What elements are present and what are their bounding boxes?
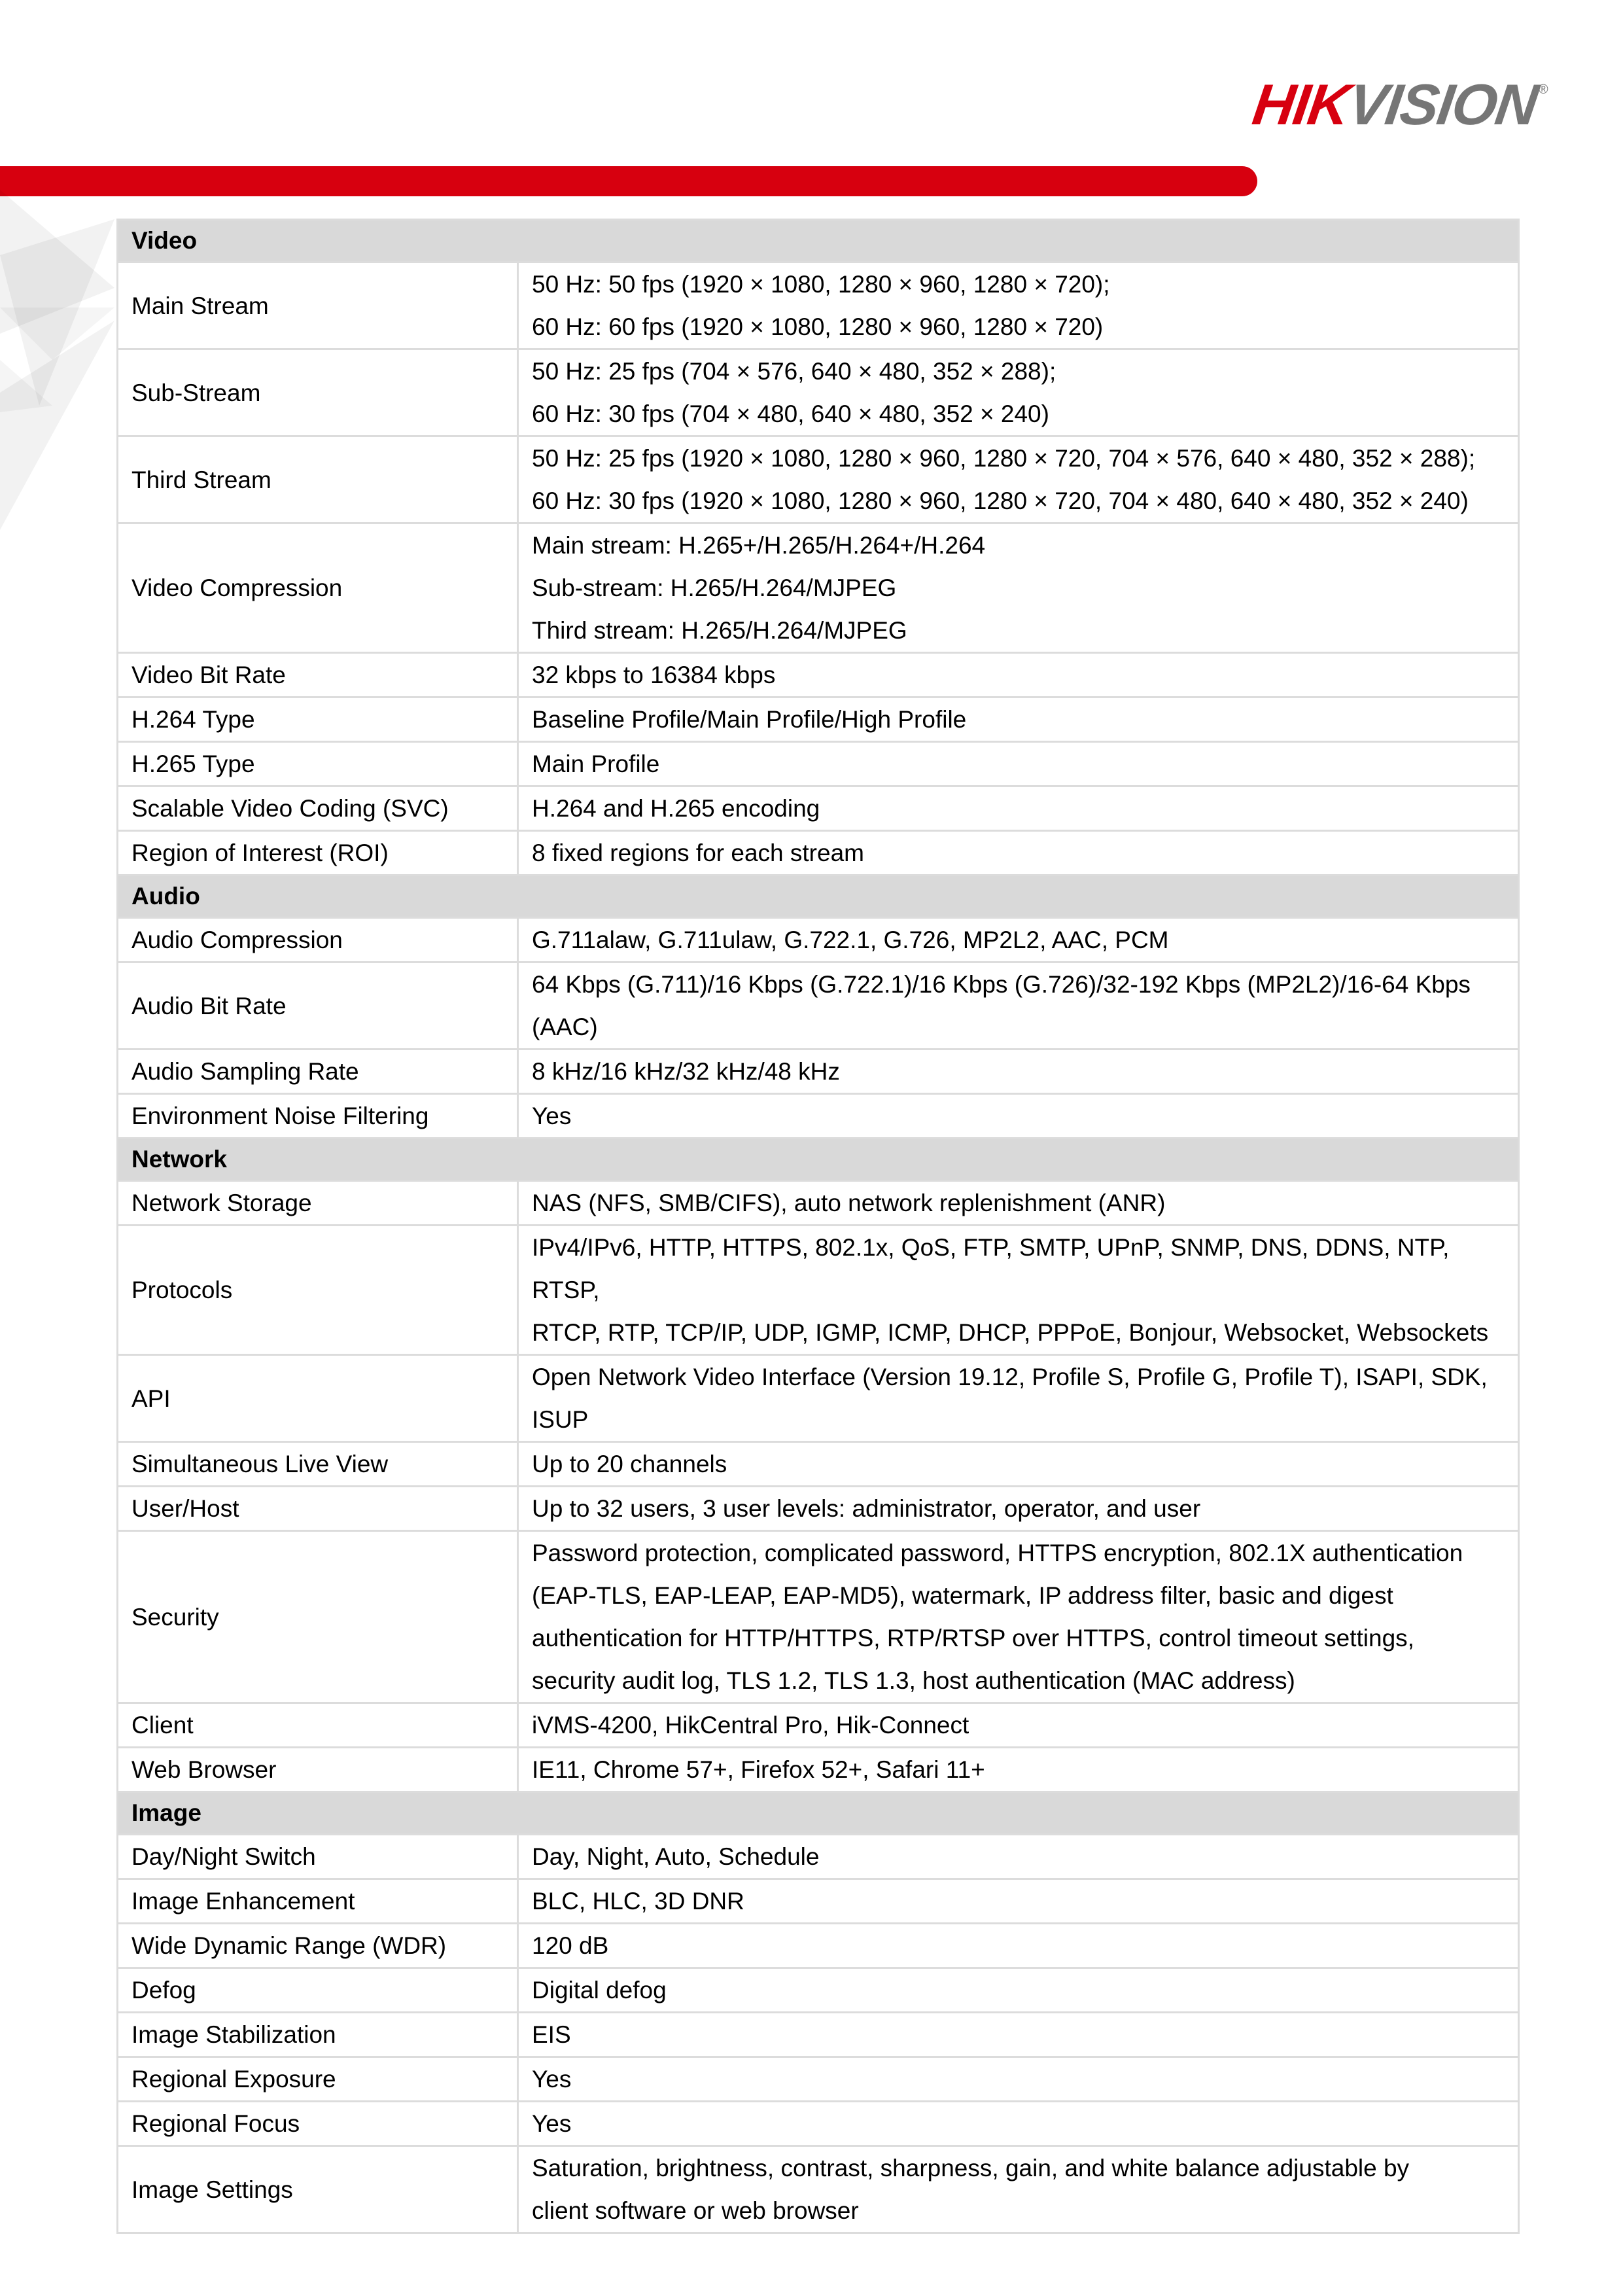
spec-value [518,1748,1519,1792]
spec-value-line: 64 Kbps (G.711)/16 Kbps (G.722.1)/16 Kbps (G.726)/32-192 Kbps (MP2L2)/16-64 Kbps [532,971,1471,998]
spec-value-line: authentication for HTTP/HTTPS, RTP/RTSP over HTTPS, control timeout settings, [532,1625,1414,1651]
spec-label: User/Host [118,1487,518,1531]
table-row [118,918,1519,963]
header-red-bar [0,166,1257,196]
registered-mark-icon: ® [1538,82,1548,97]
spec-value [518,831,1519,875]
table-row [118,2057,1519,2102]
spec-value [518,1968,1519,2013]
spec-value [518,1355,1519,1442]
spec-value-line: Up to 20 channels [532,1451,727,1477]
spec-value-line: Saturation, brightness, contrast, sharpness, gain, and white balance adjustable by [532,2155,1410,2181]
spec-value-line: IPv4/IPv6, HTTP, HTTPS, 802.1x, QoS, FTP, SMTP, UPnP, SNMP, DNS, DDNS, NTP, RTSP, [532,1234,1450,1303]
spec-value [518,262,1519,349]
table-row [118,262,1519,349]
spec-label: Video Bit Rate [118,653,518,698]
spec-label: Audio Sampling Rate [118,1050,518,1094]
spec-label: Web Browser [118,1748,518,1792]
spec-value-line: EIS [532,2021,571,2048]
spec-value-line: 50 Hz: 50 fps (1920 × 1080, 1280 × 960, 1280 × 720); [532,271,1110,298]
spec-label: Audio Compression [118,918,518,963]
spec-value-line: Third stream: H.265/H.264/MJPEG [532,617,907,644]
spec-value [518,2057,1519,2102]
spec-value [518,698,1519,742]
spec-value-line: 32 kbps to 16384 kbps [532,662,776,688]
spec-label: Defog [118,1968,518,2013]
spec-label: Protocols [118,1226,518,1355]
spec-label: Region of Interest (ROI) [118,831,518,875]
table-row [118,831,1519,875]
spec-value-line: Baseline Profile/Main Profile/High Profile [532,706,967,733]
spec-value [518,436,1519,523]
spec-value [518,1050,1519,1094]
table-row [118,1226,1519,1355]
spec-value-line: Yes [532,2110,572,2137]
spec-label: Image Stabilization [118,2013,518,2057]
spec-label: H.264 Type [118,698,518,742]
spec-value-line: Yes [532,1103,572,1129]
spec-value-line: 50 Hz: 25 fps (704 × 576, 640 × 480, 352 × 288); [532,358,1056,385]
spec-value-line: Main Profile [532,751,660,777]
spec-value-line: Yes [532,2066,572,2093]
section-header-image [118,1792,1519,1835]
spec-value-line: client software or web browser [532,2197,859,2224]
table-row [118,1050,1519,1094]
table-row [118,1879,1519,1924]
spec-value-line: Sub-stream: H.265/H.264/MJPEG [532,574,897,601]
spec-value-line: Day, Night, Auto, Schedule [532,1843,820,1870]
table-row [118,1703,1519,1748]
spec-value-line: NAS (NFS, SMB/CIFS), auto network replenishment (ANR) [532,1190,1166,1216]
spec-label: Network Storage [118,1181,518,1226]
spec-value-line: 8 fixed regions for each stream [532,839,864,866]
table-row [118,1924,1519,1968]
table-row [118,1442,1519,1487]
table-row [118,2146,1519,2233]
spec-label: Video Compression [118,523,518,653]
spec-value [518,1924,1519,1968]
spec-label: Audio Bit Rate [118,963,518,1050]
table-row [118,2013,1519,2057]
spec-value [518,2102,1519,2146]
table-row [118,1094,1519,1139]
table-row [118,1355,1519,1442]
table-row [118,2102,1519,2146]
spec-value-line: (EAP-TLS, EAP-LEAP, EAP-MD5), watermark, IP address filter, basic and digest [532,1582,1393,1609]
spec-value-line: (AAC) [532,1014,598,1040]
spec-value-line: 60 Hz: 60 fps (1920 × 1080, 1280 × 960, 1280 × 720) [532,313,1104,340]
decorative-triangles-icon [0,190,124,530]
section-header-network [118,1139,1519,1181]
section-title: Audio [118,875,1519,918]
table-row [118,349,1519,436]
spec-label: Sub-Stream [118,349,518,436]
spec-label: Regional Exposure [118,2057,518,2102]
spec-value [518,786,1519,831]
table-row [118,1487,1519,1531]
table-row [118,1748,1519,1792]
spec-value-line: H.264 and H.265 encoding [532,795,820,822]
spec-value [518,1226,1519,1355]
hikvision-logo [1249,72,1548,137]
table-row [118,523,1519,653]
spec-value [518,2013,1519,2057]
spec-value [518,1487,1519,1531]
spec-value [518,1181,1519,1226]
spec-label: API [118,1355,518,1442]
spec-value-line: 60 Hz: 30 fps (704 × 480, 640 × 480, 352 × 240) [532,400,1049,427]
spec-value-line: G.711alaw, G.711ulaw, G.722.1, G.726, MP2L2, AAC, PCM [532,927,1169,953]
spec-label: Third Stream [118,436,518,523]
spec-value-line: ISUP [532,1406,589,1433]
section-title: Network [118,1139,1519,1181]
table-row [118,963,1519,1050]
spec-value-line: Open Network Video Interface (Version 19.12, Profile S, Profile G, Profile T), ISAPI, SDK, [532,1364,1488,1390]
table-row [118,1835,1519,1879]
spec-label: H.265 Type [118,742,518,786]
spec-value-line: 60 Hz: 30 fps (1920 × 1080, 1280 × 960, 1280 × 720, 704 × 480, 640 × 480, 352 × 240) [532,487,1469,514]
spec-label: Security [118,1531,518,1703]
spec-value-line: IE11, Chrome 57+, Firefox 52+, Safari 11+ [532,1756,985,1783]
spec-value-line: RTCP, RTP, TCP/IP, UDP, IGMP, ICMP, DHCP, PPPoE, Bonjour, Websocket, Websockets [532,1319,1489,1346]
table-row [118,786,1519,831]
spec-value [518,963,1519,1050]
spec-value-line: 8 kHz/16 kHz/32 kHz/48 kHz [532,1058,840,1085]
spec-label: Wide Dynamic Range (WDR) [118,1924,518,1968]
table-row [118,1531,1519,1703]
spec-value [518,349,1519,436]
spec-label: Main Stream [118,262,518,349]
table-row [118,742,1519,786]
spec-label: Environment Noise Filtering [118,1094,518,1139]
spec-value [518,918,1519,963]
section-header-video [118,220,1519,262]
section-title: Video [118,220,1519,262]
spec-value-line: Up to 32 users, 3 user levels: administrator, operator, and user [532,1495,1201,1522]
spec-value [518,1879,1519,1924]
spec-value [518,523,1519,653]
spec-value-line: 50 Hz: 25 fps (1920 × 1080, 1280 × 960, 1280 × 720, 704 × 576, 640 × 480, 352 × 288); [532,445,1476,472]
logo-text-hik: HIK [1249,72,1353,137]
table-row [118,1181,1519,1226]
spec-value-line: security audit log, TLS 1.2, TLS 1.3, host authentication (MAC address) [532,1667,1295,1694]
spec-value-line: Digital defog [532,1977,667,2004]
spec-value [518,1094,1519,1139]
spec-value [518,1531,1519,1703]
logo-text-vision: VISION [1344,72,1541,137]
spec-label: Day/Night Switch [118,1835,518,1879]
spec-value-line: Password protection, complicated password, HTTPS encryption, 802.1X authentication [532,1540,1463,1566]
spec-value [518,1835,1519,1879]
spec-value-line: iVMS-4200, HikCentral Pro, Hik-Connect [532,1712,969,1739]
spec-value [518,2146,1519,2233]
spec-label: Image Settings [118,2146,518,2233]
spec-value [518,742,1519,786]
spec-value [518,653,1519,698]
spec-value-line: 120 dB [532,1932,609,1959]
spec-value-line: Main stream: H.265+/H.265/H.264+/H.264 [532,532,986,559]
spec-label: Simultaneous Live View [118,1442,518,1487]
spec-table [116,219,1520,2234]
table-row [118,698,1519,742]
spec-label: Scalable Video Coding (SVC) [118,786,518,831]
spec-value [518,1703,1519,1748]
spec-label: Image Enhancement [118,1879,518,1924]
spec-label: Client [118,1703,518,1748]
spec-table-body [118,220,1519,2233]
spec-label: Regional Focus [118,2102,518,2146]
section-header-audio [118,875,1519,918]
table-row [118,1968,1519,2013]
spec-value-line: BLC, HLC, 3D DNR [532,1888,744,1915]
spec-value [518,1442,1519,1487]
section-title: Image [118,1792,1519,1835]
table-row [118,653,1519,698]
table-row [118,436,1519,523]
